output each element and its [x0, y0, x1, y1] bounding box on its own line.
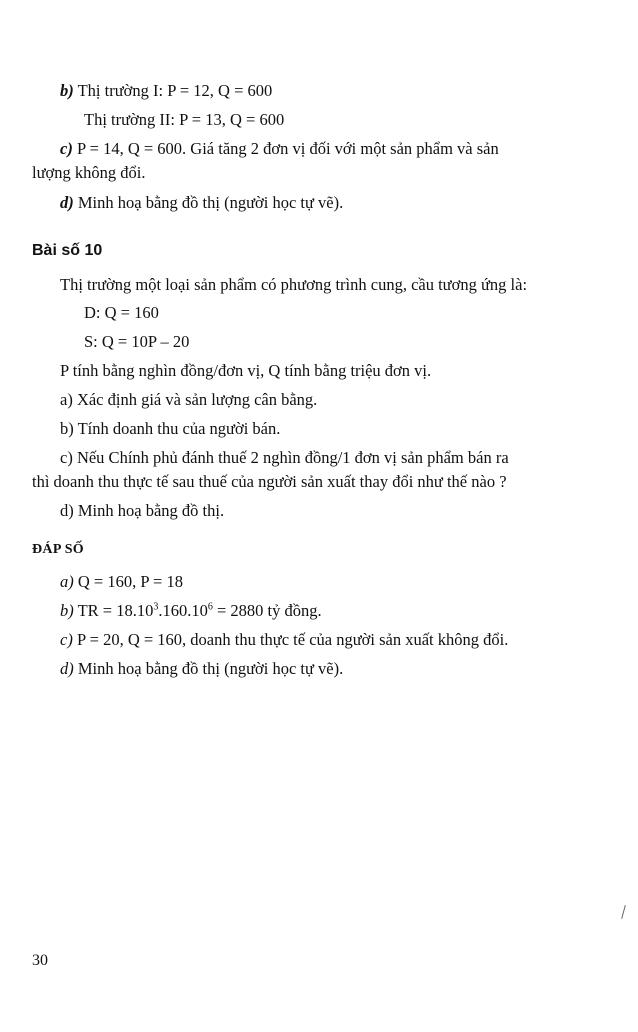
equation-demand: D: Q = 160 [84, 303, 159, 322]
answers-title: ĐÁP SỐ [32, 542, 84, 557]
question-b: b) Tính doanh thu của người bán. [60, 419, 281, 438]
prev-answer-c-line2: lượng không đổi. [32, 163, 146, 182]
prev-answer-b-text: Thị trường I: P = 12, Q = 600 [77, 81, 273, 100]
prev-answer-c-line1 [60, 138, 499, 160]
answer-b-line [60, 600, 322, 622]
equation-supply: S: Q = 10P – 20 [84, 332, 190, 351]
prev-answer-c-text: P = 14, Q = 600. Giá tăng 2 đơn vị đối với một sản phẩm và sản [76, 139, 499, 158]
prev-answer-d-text: Minh hoạ bằng đồ thị (người học tự vẽ). [77, 193, 344, 212]
question-c-line1: c) Nếu Chính phủ đánh thuế 2 nghìn đồng/1 đơn vị sản phẩm bán ra [60, 448, 509, 467]
prev-answer-b-line1 [60, 80, 272, 102]
exercise-title: Bài số 10 [32, 242, 103, 259]
exercise-intro: Thị trường một loại sản phẩm có phương trình cung, cầu tương ứng là: [60, 275, 528, 294]
prev-answer-b-line2: Thị trường II: P = 13, Q = 600 [84, 110, 285, 129]
answer-a-text: Q = 160, P = 18 [77, 572, 183, 591]
answer-d-line [60, 658, 343, 680]
page-number: 30 [32, 952, 48, 969]
question-c-line2: thì doanh thu thực tế sau thuế của người sản xuất thay đổi như thế nào ? [32, 472, 507, 491]
answer-a-label: a) [60, 572, 74, 591]
answer-c-label: c) [60, 630, 73, 649]
answer-d-label: d) [60, 659, 74, 678]
question-a: a) Xác định giá và sản lượng cân bằng. [60, 390, 318, 409]
answer-b-exponent-2: 6 [207, 601, 213, 613]
answer-b-text-3: = 2880 tỷ đồng. [212, 601, 322, 620]
answer-b-text-1: TR = 18.10 [77, 601, 154, 620]
answer-d-text: Minh hoạ bằng đồ thị (người học tự vẽ). [77, 659, 344, 678]
answer-c-text: P = 20, Q = 160, doanh thu thực tế của người sản xuất không đổi. [76, 630, 509, 649]
prev-answer-d-line [60, 192, 343, 214]
answer-c-line [60, 629, 508, 651]
question-d: d) Minh hoạ bằng đồ thị. [60, 501, 225, 520]
answer-b-text-2: .160.10 [158, 601, 208, 620]
answer-a-line [60, 571, 183, 593]
prev-answer-d-label: d) [60, 193, 74, 212]
prev-answer-b-label: b) [60, 81, 74, 100]
answer-b-exponent-1: 3 [153, 601, 159, 613]
scan-mark [621, 905, 626, 919]
answer-b-label: b) [60, 601, 74, 620]
exercise-units: P tính bằng nghìn đồng/đơn vị, Q tính bằng triệu đơn vị. [60, 361, 432, 380]
prev-answer-c-label: c) [60, 139, 73, 158]
